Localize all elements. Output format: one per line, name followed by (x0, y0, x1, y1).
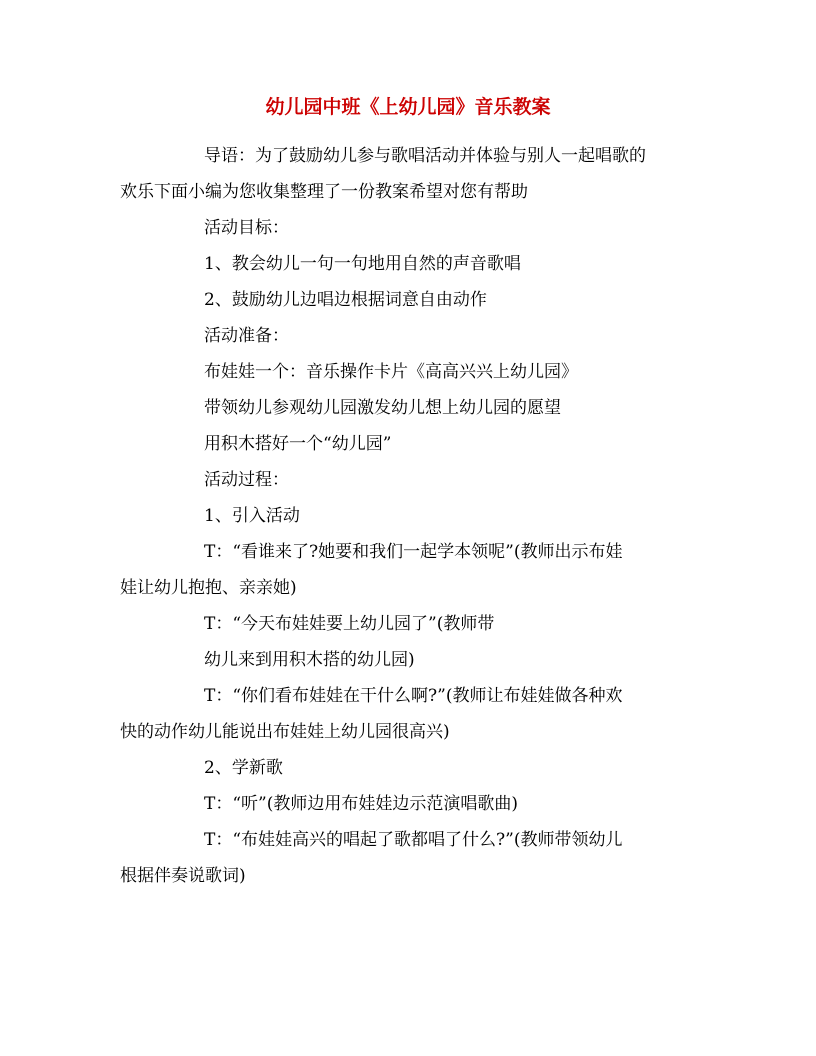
paragraph-line: 导语：为了鼓励幼儿参与歌唱活动并体验与别人一起唱歌的 (204, 146, 646, 166)
paragraph-line: 娃让幼儿抱抱、亲亲她) (120, 578, 297, 598)
paragraph-line: 欢乐下面小编为您收集整理了一份教案希望对您有帮助 (120, 182, 528, 202)
paragraph-line: 带领幼儿参观幼儿园激发幼儿想上幼儿园的愿望 (204, 398, 561, 418)
paragraph-line: 活动过程： (204, 470, 289, 490)
paragraph-line: 根据伴奏说歌词) (120, 866, 246, 886)
paragraph-line: T：“看谁来了?她要和我们一起学本领呢”(教师出示布娃 (204, 542, 623, 562)
paragraph-line: 快的动作幼儿能说出布娃娃上幼儿园很高兴) (120, 722, 450, 742)
paragraph-line: 1、引入活动 (204, 506, 300, 526)
paragraph-line: 活动准备： (204, 326, 289, 346)
paragraph-line: T：“布娃娃高兴的唱起了歌都唱了什么?”(教师带领幼儿 (204, 830, 623, 850)
document-body (120, 138, 700, 894)
paragraph-line: 用积木搭好一个“幼儿园” (204, 434, 392, 454)
paragraph-line: T：“听”(教师边用布娃娃边示范演唱歌曲) (204, 794, 518, 814)
paragraph-line: 2、鼓励幼儿边唱边根据词意自由动作 (204, 290, 487, 310)
paragraph-line: T：“今天布娃娃要上幼儿园了”(教师带 (204, 614, 495, 634)
paragraph-line: 1、教会幼儿一句一句地用自然的声音歌唱 (204, 254, 521, 274)
paragraph-line: T：“你们看布娃娃在干什么啊?”(教师让布娃娃做各种欢 (204, 686, 623, 706)
document-title: 幼儿园中班《上幼儿园》音乐教案 (265, 96, 551, 118)
paragraph-line: 幼儿来到用积木搭的幼儿园) (204, 650, 415, 670)
paragraph-line: 2、学新歌 (204, 758, 283, 778)
paragraph-line: 活动目标： (204, 218, 289, 238)
paragraph-line: 布娃娃一个：音乐操作卡片《高高兴兴上幼儿园》 (204, 362, 578, 382)
